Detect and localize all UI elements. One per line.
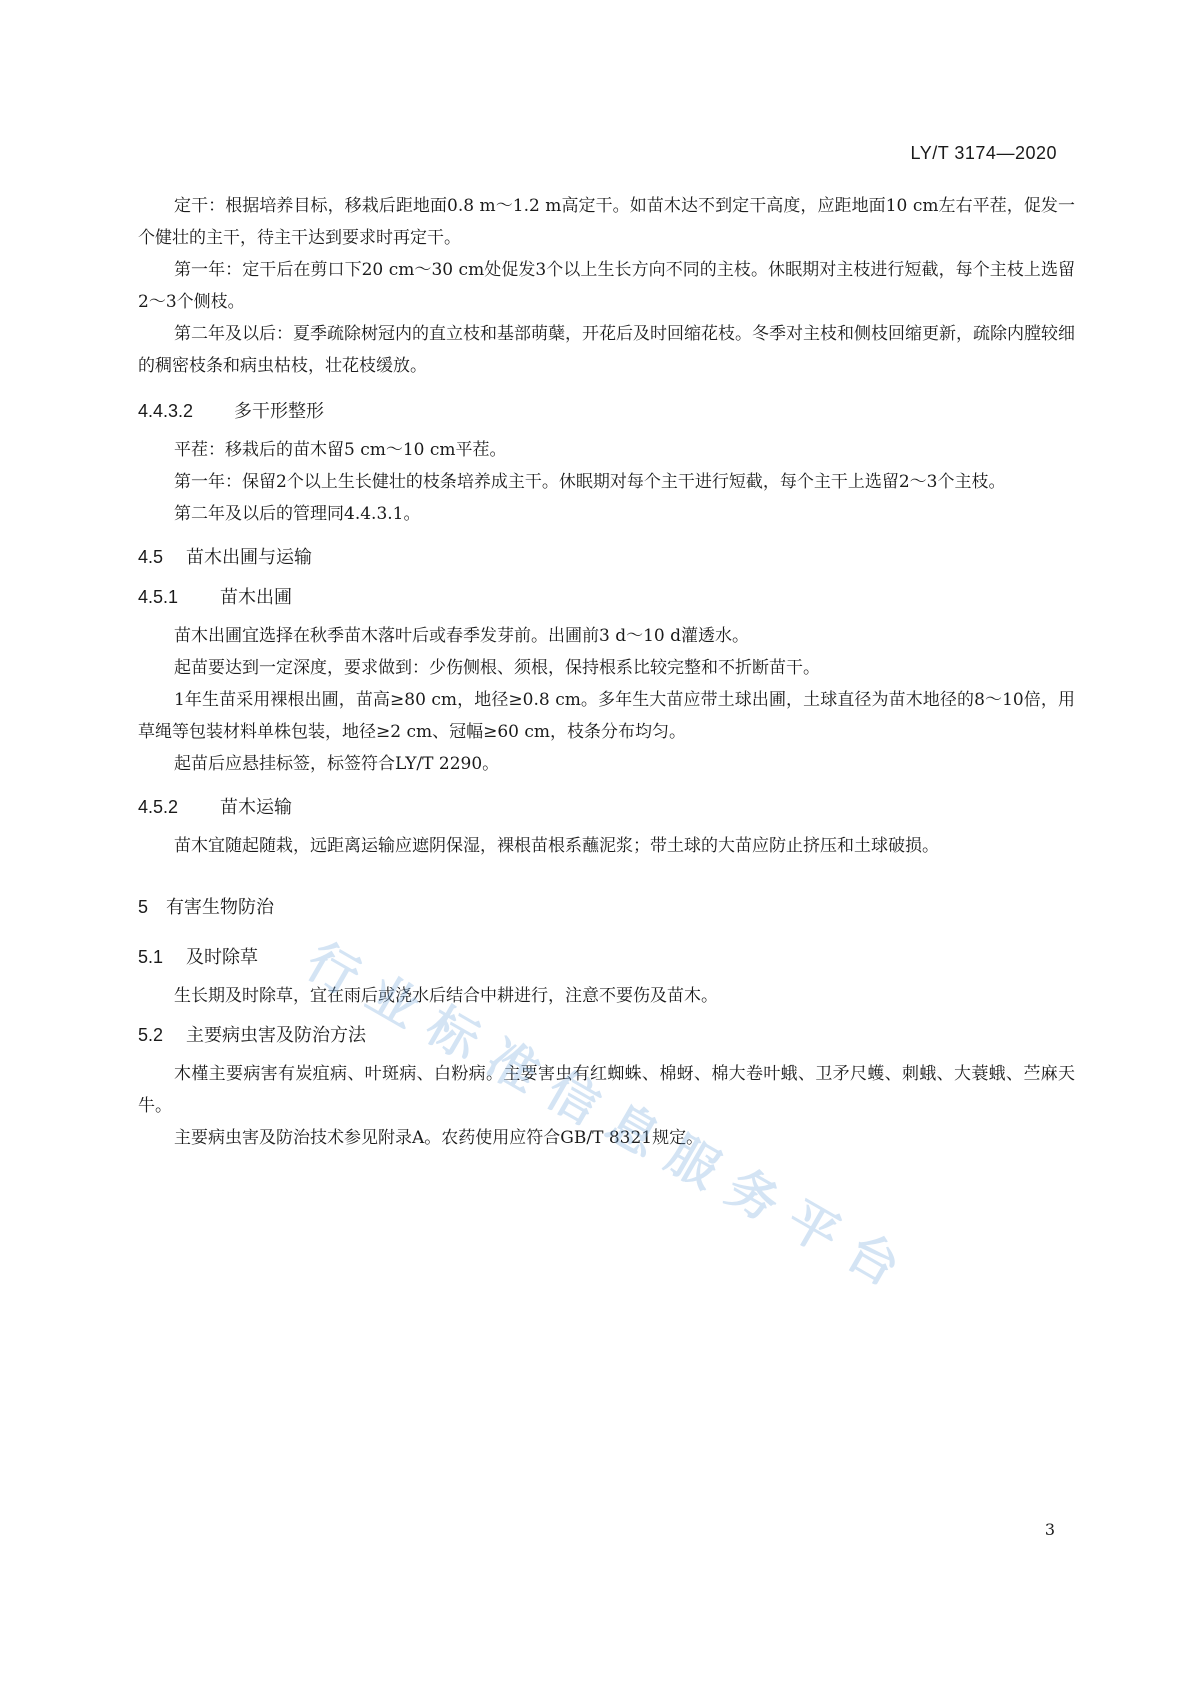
watermark-char: 准 <box>476 1028 550 1104</box>
watermark-char: 业 <box>356 964 430 1040</box>
section-heading-4-5-2 <box>138 792 1075 822</box>
section-title: 有害生物防治 <box>166 897 274 917</box>
watermark-char: 务 <box>716 1157 790 1233</box>
paragraph: 第二年及以后：夏季疏除树冠内的直立枝和基部萌蘖，开花后及时回缩花枝。冬季对主枝和侧枝回缩更新，疏除内膛较细的稠密枝条和病虫枯枝，壮花枝缓放。 <box>138 324 1075 376</box>
watermark-char: 信 <box>536 1060 610 1136</box>
section-title: 苗木出圃 <box>220 587 292 607</box>
section-title: 多干形整形 <box>234 401 324 421</box>
paragraph: 主要病虫害及防治技术参见附录A。农药使用应符合GB/T 8321规定。 <box>174 1128 704 1148</box>
paragraph: 生长期及时除草，宜在雨后或浇水后结合中耕进行，注意不要伤及苗木。 <box>174 986 718 1006</box>
section-number: 4.4.3.2 <box>138 401 194 421</box>
section-title: 及时除草 <box>186 947 258 967</box>
section-heading-4-5-1 <box>138 582 1075 612</box>
section-heading-5-2 <box>138 1020 1075 1050</box>
section-title: 苗木出圃与运输 <box>186 547 312 567</box>
section-number: 4.5.2 <box>138 797 179 817</box>
section-number: 4.5 <box>138 547 164 567</box>
section-number: 5.2 <box>138 1025 164 1045</box>
standard-code: LY/T 3174—2020 <box>910 143 1057 163</box>
paragraph: 起苗后应悬挂标签，标签符合LY/T 2290。 <box>174 754 500 774</box>
paragraph: 第一年：定干后在剪口下20 cm～30 cm处促发3个以上生长方向不同的主枝。休眠期对主枝进行短截，每个主枝上选留2～3个侧枝。 <box>138 260 1075 312</box>
page-number: 3 <box>1044 1520 1055 1539</box>
section-number: 5.1 <box>138 947 164 967</box>
section-heading-5 <box>138 892 1075 922</box>
section-heading-4-4-3-2 <box>138 396 1075 426</box>
section-number: 4.5.1 <box>138 587 179 607</box>
paragraph: 平茬：移栽后的苗木留5 cm～10 cm平茬。 <box>174 440 507 460</box>
paragraph: 1年生苗采用裸根出圃，苗高≥80 cm，地径≥0.8 cm。多年生大苗应带土球出圃，土球直径为苗木地径的8～10倍，用草绳等包装材料单株包装，地径≥2 cm、冠幅≥60 cm，枝条分布均匀。 <box>138 690 1075 742</box>
paragraph: 苗木出圃宜选择在秋季苗木落叶后或春季发芽前。出圃前3 d～10 d灌透水。 <box>174 626 750 646</box>
paragraph: 苗木宜随起随栽，远距离运输应遮阴保湿，裸根苗根系蘸泥浆；带土球的大苗应防止挤压和土球破损。 <box>174 836 939 856</box>
paragraph: 第二年及以后的管理同4.4.3.1。 <box>174 504 421 524</box>
section-heading-5-1 <box>138 942 1075 972</box>
paragraph: 第一年：保留2个以上生长健壮的枝条培养成主干。休眠期对每个主干进行短截，每个主干上选留2～3个主枝。 <box>174 472 1006 492</box>
watermark-char: 息 <box>596 1092 670 1169</box>
watermark-char: 台 <box>836 1221 910 1298</box>
section-number: 5 <box>138 897 149 917</box>
paragraph: 定干：根据培养目标，移栽后距地面0.8 m～1.2 m高定干。如苗木达不到定干高度，应距地面10 cm左右平茬，促发一个健壮的主干，待主干达到要求时再定干。 <box>138 196 1075 248</box>
section-title: 苗木运输 <box>220 797 292 817</box>
section-heading-4-5 <box>138 542 1075 572</box>
paragraph: 木槿主要病害有炭疽病、叶斑病、白粉病。主要害虫有红蜘蛛、棉蚜、棉大卷叶蛾、卫矛尺蠖、刺蛾、大蓑蛾、苎麻天牛。 <box>138 1064 1075 1116</box>
paragraph: 起苗要达到一定深度，要求做到：少伤侧根、须根，保持根系比较完整和不折断苗干。 <box>174 658 820 678</box>
watermark-char: 行 <box>296 931 370 1008</box>
watermark-char: 标 <box>416 996 490 1072</box>
section-title: 主要病虫害及防治方法 <box>186 1025 366 1045</box>
watermark-char: 平 <box>776 1189 850 1265</box>
watermark-char: 服 <box>656 1125 730 1201</box>
document-body <box>138 190 1075 1154</box>
